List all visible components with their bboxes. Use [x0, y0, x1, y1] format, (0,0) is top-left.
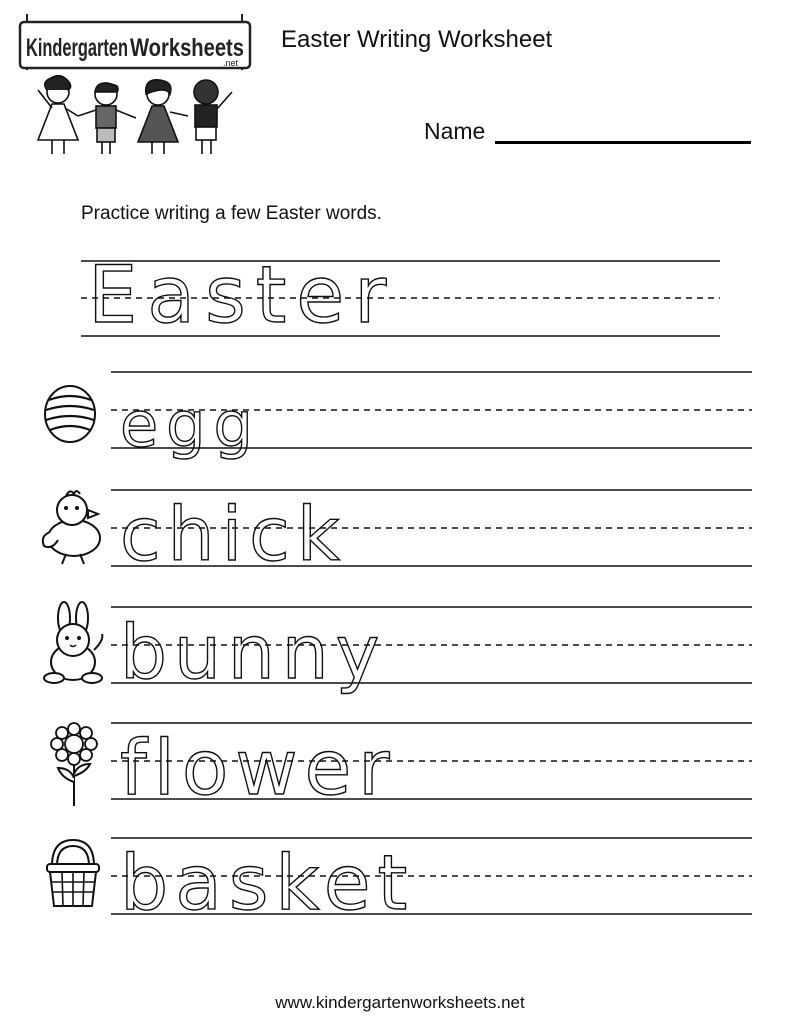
trace-word-flower[interactable]: flower [120, 723, 397, 812]
trace-word-bunny[interactable]: bunny [120, 610, 387, 696]
trace-word-chick[interactable]: chick [120, 492, 347, 578]
trace-word-egg[interactable]: egg [120, 388, 261, 461]
logo-text-kindergarten: Kindergarten [26, 34, 128, 62]
name-label: Name [424, 118, 486, 144]
logo-text-worksheets: Worksheets [130, 34, 244, 62]
trace-word-easter[interactable]: Easter [88, 251, 397, 341]
basket-icon [44, 838, 102, 912]
trace-word-basket[interactable]: basket [120, 838, 415, 927]
instruction-text: Practice writing a few Easter words. [81, 203, 382, 224]
bunny-icon [42, 600, 106, 686]
logo-text-net: .net [223, 58, 239, 68]
chick-icon [40, 488, 104, 568]
flower-icon [50, 722, 100, 808]
worksheet-title: Easter Writing Worksheet [281, 26, 553, 53]
footer-url: www.kindergartenworksheets.net [275, 993, 525, 1012]
egg-icon [42, 382, 98, 446]
